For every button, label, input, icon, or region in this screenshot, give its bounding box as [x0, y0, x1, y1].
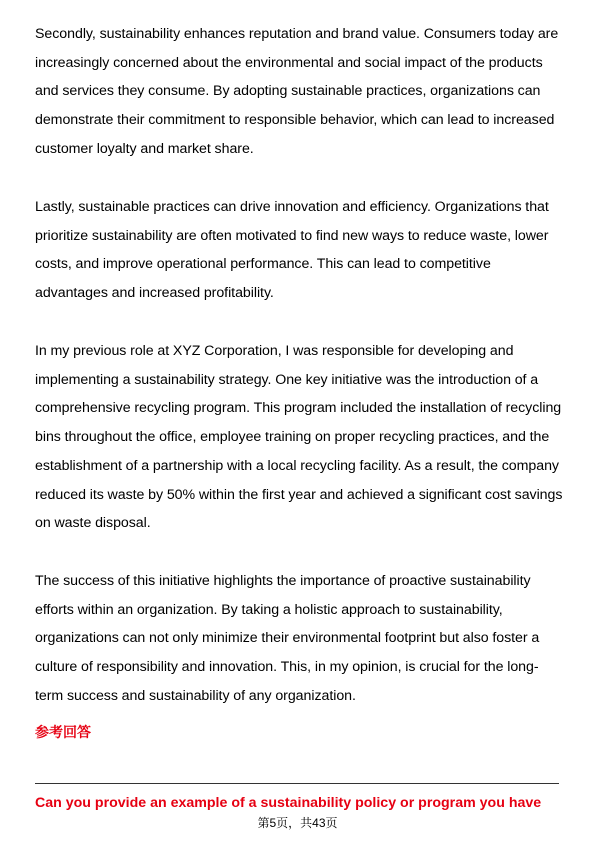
- paragraph-innovation: Lastly, sustainable practices can drive innovation and efficiency. Organizations that prioritize sustainability are often motivated to find new ways to reduce waste, lower costs, and improve operational performance. This can lead to competitive advantages and increased profitability.: [35, 199, 549, 302]
- paragraph-previous-role: In my previous role at XYZ Corporation, I was responsible for developing and implementing a sustainability strategy. One key initiative was the introduction of a comprehensive recycling program. This program included the installation of recycling bins throughout the office, employee training on proper recycling practices, and the establishment of a partnership with a local recycling facility. As a result, the company reduced its waste by 50% within the first year and achieved a significant cost savings on waste disposal.: [35, 343, 563, 532]
- reference-answer-label: 参考回答: [35, 724, 91, 740]
- section-divider: [35, 783, 559, 784]
- paragraph-conclusion: The success of this initiative highlights the importance of proactive sustainability efforts within an organization. By taking a holistic approach to sustainability, organizations can not only minimize their environmental footprint but also foster a culture of responsibility and innovation. This, in my opinion, is crucial for the long-term success and sustainability of any organization.: [35, 573, 540, 704]
- next-question-heading: Can you provide an example of a sustainability policy or program you have: [35, 795, 542, 811]
- paragraph-reputation: Secondly, sustainability enhances reputation and brand value. Consumers today are increasingly concerned about the environmental and social impact of the products and services they consume. By adopting sustainable practices, organizations can demonstrate their commitment to responsible behavior, which can lead to increased customer loyalty and market share.: [35, 26, 559, 157]
- page-number-footer: 第5页，共43页: [257, 816, 338, 830]
